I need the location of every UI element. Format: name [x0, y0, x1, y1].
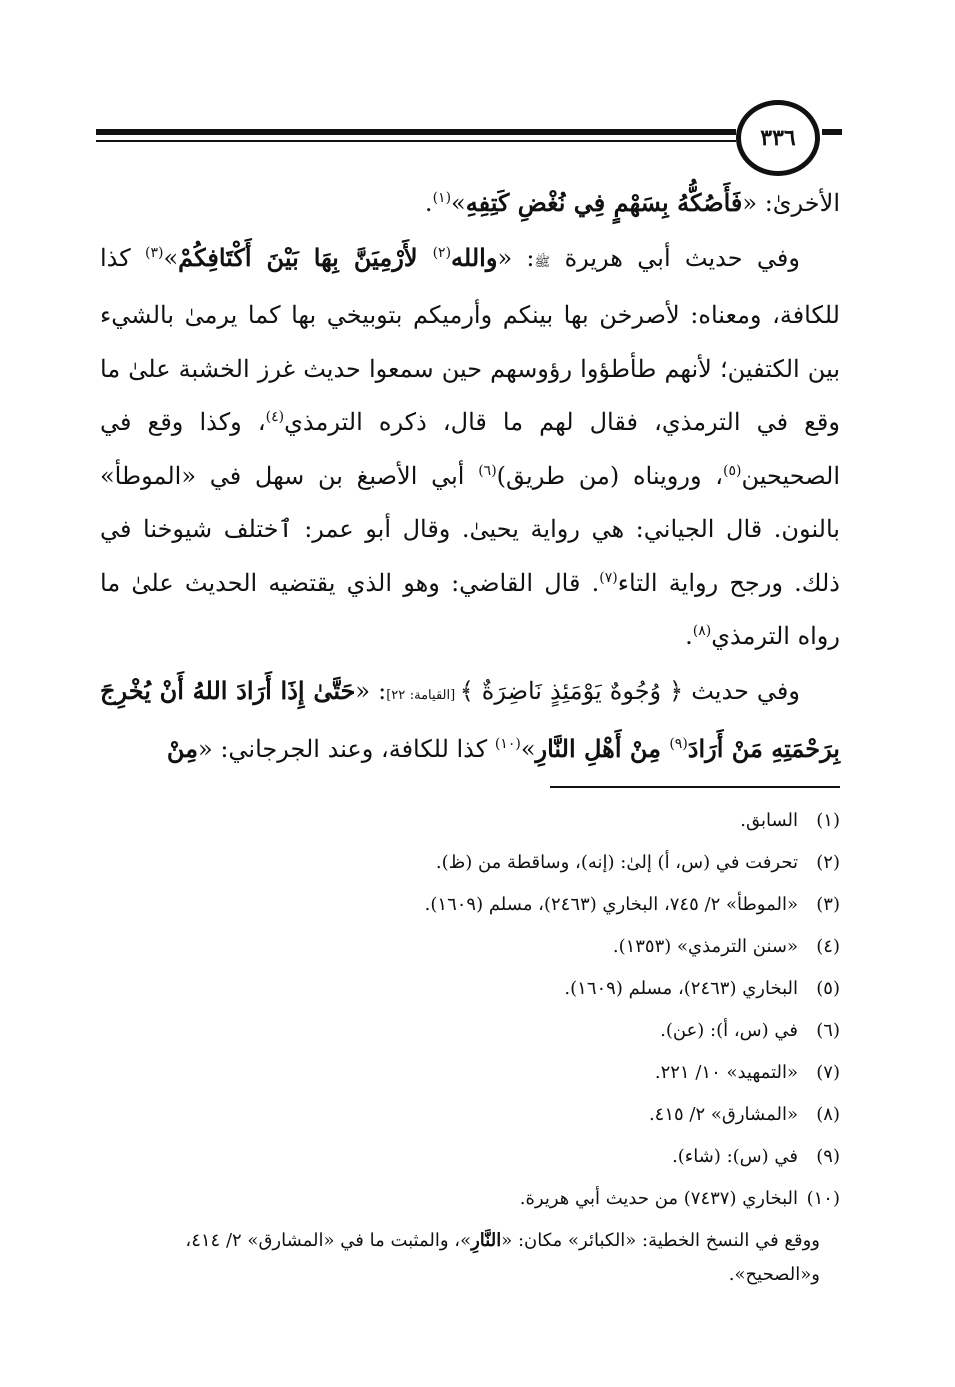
hadith-quote: لأَرْمِيَنَّ بِهَا بَيْنَ أَكْتَافِكُمْ — [178, 242, 433, 272]
footnote-number: (٥) — [816, 978, 840, 999]
honorific-glyph: ﷺ — [534, 254, 551, 270]
footnote-item — [100, 842, 840, 884]
footnote-ref: (٥) — [723, 462, 742, 479]
footnote-text: السابق. — [740, 810, 798, 831]
footnote-text: البخاري (٢٤٦٣)، مسلم (١٦٠٩). — [564, 978, 798, 999]
quran-verse: ﴿ وُجُوهٌ يَوْمَئِذٍ نَاضِرَةٌ ﴾ — [459, 676, 684, 705]
footnote-text: «المشارق» ٢/ ٤١٥. — [648, 1104, 798, 1125]
footnote-separator — [550, 786, 840, 788]
footnote-ref: (٦) — [478, 462, 497, 479]
footnote-ref: (٨) — [692, 623, 712, 639]
page-number: ٣٣٦ — [736, 100, 820, 176]
footnote-text: تحرفت في (س، أ) إلىٰ: (إنه)، وساقطة من (ظ). — [435, 852, 798, 873]
footnote-number: (٨) — [816, 1104, 840, 1125]
footnote-number: (٢) — [816, 852, 840, 873]
footnote-item — [100, 1052, 840, 1094]
hadith-quote: حَتَّىٰ إِذَا أَرَادَ اللهُ أَنْ يُخْرِجَ بِرَحْمَتِهِ مَنْ أَرَادَ — [100, 675, 840, 763]
footnote-number: (٤) — [816, 936, 840, 957]
footnote-number: (٧) — [816, 1062, 840, 1083]
page-header — [96, 96, 842, 176]
footnote-text: في (س): (شاء). — [672, 1146, 798, 1167]
footnote-ref: (٩) — [669, 736, 688, 752]
verse-reference: [القيامة: ٢٢] — [386, 687, 460, 703]
footnote-item — [100, 1010, 840, 1052]
header-rule-right — [822, 129, 842, 135]
footnotes — [100, 800, 840, 1292]
footnote-text: «التمهيد» ١٠/ ٢٢١. — [654, 1062, 798, 1083]
footnote-number: (٩) — [816, 1146, 840, 1167]
footnote-item — [100, 800, 840, 842]
footnote-ref: (٧) — [599, 569, 618, 586]
footnote-continuation: ووقع في النسخ الخطية: «الكبائر» مكان: «النَّارِ»، والمثبت ما في «المشارق» ٢/ ٤١٤، و«الصحيح». — [185, 1230, 820, 1285]
header-rule-thick — [96, 129, 736, 135]
footnote-text: «الموطأ» ٢/ ٧٤٥، البخاري (٢٤٦٣)، مسلم (١٦٠٩). — [424, 894, 798, 915]
footnote-text: البخاري (٧٤٣٧) من حديث أبي هريرة. — [519, 1188, 798, 1209]
footnote-text: «سنن الترمذي» (١٣٥٣). — [612, 936, 798, 957]
footnote-number: (٦) — [816, 1020, 840, 1041]
paragraph-1: الأخرىٰ: «فَأَصُكُّهُ بِسَهْمٍ فِي نُغْضِ كَتِفِهِ»$^{(١)}$. — [424, 188, 840, 217]
footnote-ref: (٤) — [265, 409, 285, 425]
footnote-number: (١٠) — [806, 1188, 840, 1209]
hadith-quote: فَأَصُكُّهُ بِسَهْمٍ فِي نُغْضِ كَتِفِهِ — [465, 188, 743, 217]
main-text — [100, 176, 840, 777]
paragraph-2: وفي حديث أبي هريرة ﷺ: «والله$^{(٢)}$ لأَرْمِيَنَّ بِهَا بَيْنَ أَكْتَافِكُمْ»$^{(٣)}$ كذا للكافة، ومعناه: لأصرخن بها بينكم وأرميكم بتوبيخي بها كما يرمىٰ بالشيء بين الكتفين؛ لأنهم طأطؤوا رؤوسهم حين سمعوا حديث غرز الخشبة علىٰ ما وقع في الترمذي، فقال لهم ما قال، ذكره الترمذي$^{(٤)}$، وكذا وقع في الصحيحين$^{(٥)}$، ورويناه (من طريق)$^{(٦)}$ أبي الأصبغ بن سهل في «الموطأ» بالنون. قال الجياني: هي رواية يحيىٰ. وقال أبو عمر: ٱختلف شيوخنا في ذلك. ورجح رواية التاء$^{(٧)}$. قال القاضي: وهو الذي يقتضيه الحديث علىٰ ما رواه الترمذي$^{(٨)}$. — [100, 242, 841, 650]
footnote-item — [100, 884, 840, 926]
footnote-item — [100, 926, 840, 968]
footnote-item — [100, 968, 840, 1010]
footnote-item — [100, 1178, 840, 1220]
footnote-item — [100, 1136, 840, 1178]
footnote-ref: (٢) — [432, 244, 452, 261]
footnote-ref: (١٠) — [494, 736, 521, 752]
header-rule-thin — [96, 140, 736, 142]
paragraph-3: وفي حديث ﴿ وُجُوهٌ يَوْمَئِذٍ نَاضِرَةٌ ﴾ [القيامة: ٢٢]: «حَتَّىٰ إِذَا أَرَادَ اللهُ أَنْ يُخْرِجَ بِرَحْمَتِهِ مَنْ أَرَادَ$^{(٩)}$ مِنْ أَهْلِ النَّارِ»$^{(١٠)}$ كذا للكافة، وعند الجرجاني: «مِنْ — [100, 675, 840, 763]
hadith-quote: مِنْ أَهْلِ النَّارِ — [535, 734, 670, 763]
footnote-number: (١) — [816, 810, 840, 831]
footnote-ref: (٣) — [145, 244, 164, 261]
footnote-ref: (١) — [432, 190, 452, 206]
footnote-number: (٣) — [816, 894, 840, 915]
footnote-item — [100, 1094, 840, 1136]
footnote-text: في (س، أ): (عن). — [660, 1020, 798, 1041]
